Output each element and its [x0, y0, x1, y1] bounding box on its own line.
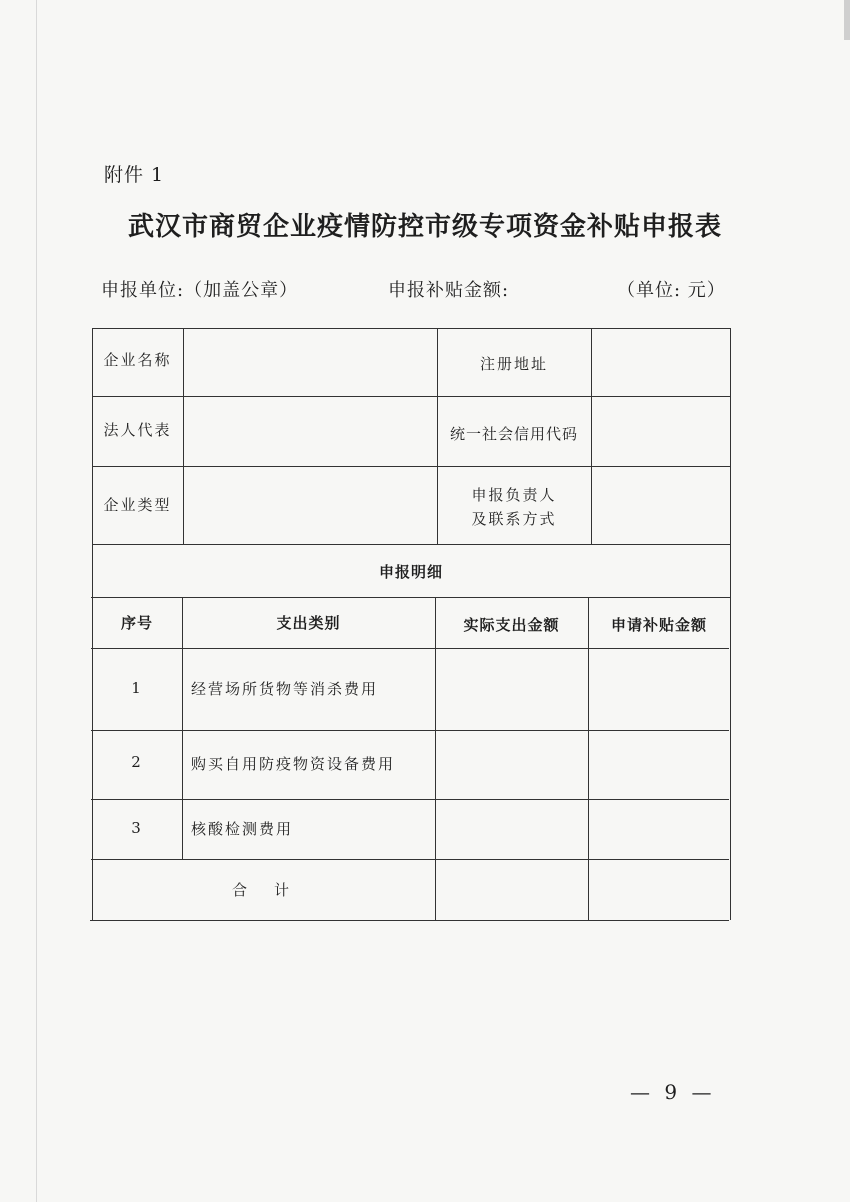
- table-line: [91, 859, 729, 860]
- table-line: [435, 597, 436, 920]
- form-title: 武汉市商贸企业疫情防控市级专项资金补贴申报表: [127, 212, 722, 242]
- table-line: [92, 544, 731, 545]
- row-3-number: 3: [131, 819, 143, 837]
- table-line: [92, 466, 731, 467]
- contact-label-line2: 及联系方式: [471, 510, 557, 528]
- table-line: [730, 328, 731, 920]
- column-header-actual: 实际支出金额: [463, 616, 560, 634]
- table-line: [91, 799, 729, 800]
- amount-label: 申报补贴金额:: [388, 280, 510, 301]
- column-header-category: 支出类别: [276, 614, 341, 632]
- row-2-number: 2: [131, 753, 143, 771]
- company-type-label: 企业类型: [103, 496, 172, 514]
- scan-mark: [844, 0, 850, 40]
- credit-code-label: 统一社会信用代码: [449, 425, 578, 443]
- table-line: [91, 648, 729, 649]
- contact-label-line1: 申报负责人: [471, 486, 557, 504]
- table-line: [91, 730, 729, 731]
- row-3-category: 核酸检测费用: [191, 820, 294, 838]
- unit-label: （单位: 元）: [617, 280, 726, 301]
- detail-section-title: 申报明细: [378, 563, 443, 581]
- registered-address-label: 注册地址: [479, 355, 548, 373]
- applicant-label: 申报单位:（加盖公章）: [101, 280, 299, 301]
- page-number: — 9 —: [630, 1080, 716, 1104]
- page-edge-line: [36, 0, 37, 1202]
- table-line: [588, 597, 589, 920]
- table-line: [92, 396, 731, 397]
- row-1-number: 1: [131, 679, 143, 697]
- row-2-category: 购买自用防疫物资设备费用: [191, 755, 396, 773]
- column-header-no: 序号: [120, 614, 153, 632]
- attachment-label: 附件 1: [104, 164, 165, 186]
- legal-rep-label: 法人代表: [103, 421, 172, 439]
- table-line: [183, 328, 184, 544]
- table-line: [90, 920, 729, 921]
- table-line: [591, 328, 592, 544]
- row-1-category: 经营场所货物等消杀费用: [191, 680, 379, 698]
- table-line: [91, 597, 730, 598]
- table-line: [182, 597, 183, 859]
- company-name-label: 企业名称: [103, 351, 172, 369]
- table-line: [92, 328, 731, 329]
- column-header-subsidy: 申请补贴金额: [610, 616, 707, 634]
- total-label: 合 计: [231, 881, 295, 899]
